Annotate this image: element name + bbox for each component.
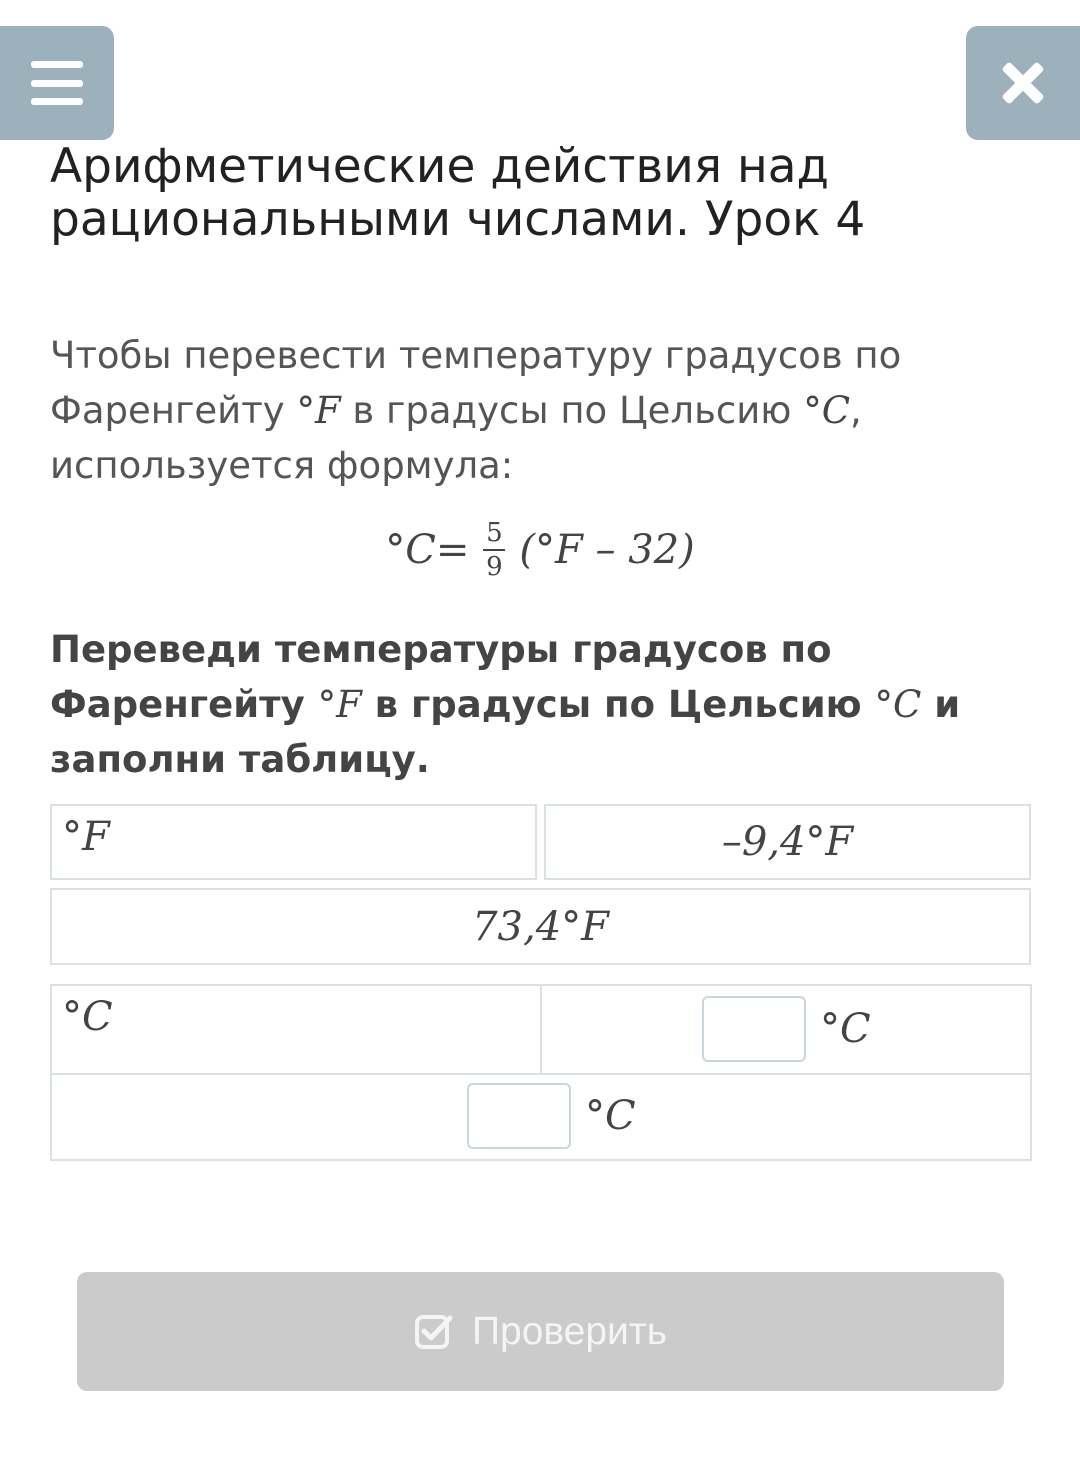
task-part1: Переведи температуры градусов по Фаренгейту	[50, 628, 832, 726]
check-button[interactable]	[77, 1272, 1004, 1391]
task-fahrenheit-symbol: °F	[317, 683, 362, 726]
fahrenheit-value-1: –9,4°F	[721, 819, 854, 865]
menu-button[interactable]	[0, 26, 114, 140]
fahrenheit-symbol: °F	[296, 389, 341, 432]
intro-text	[50, 328, 1030, 493]
celsius-table	[50, 984, 1032, 1161]
celsius-unit-1: °C	[820, 1006, 871, 1052]
fraction-denominator: 9	[486, 552, 503, 582]
fahrenheit-value-cell-1	[544, 804, 1031, 880]
fraction-numerator: 5	[486, 518, 503, 548]
celsius-answer-input-1[interactable]	[702, 996, 806, 1062]
task-text	[50, 622, 1030, 787]
fahrenheit-value-2: 73,4°F	[472, 903, 609, 950]
page-title: Арифметические действия над рациональными числами. Урок 4	[50, 139, 866, 247]
fahrenheit-label: °F	[62, 814, 110, 860]
celsius-answer-cell-2	[467, 1083, 636, 1149]
fahrenheit-value-cell-2	[50, 888, 1031, 965]
celsius-label-cell	[62, 994, 113, 1040]
formula-equals: =	[435, 527, 470, 573]
checkbox-check-icon	[414, 1312, 454, 1352]
celsius-unit-2: °C	[585, 1093, 636, 1139]
close-button[interactable]	[966, 26, 1080, 140]
intro-part2: в градусы по Цельсию	[340, 389, 804, 432]
celsius-symbol: °C	[803, 389, 850, 432]
celsius-label: °C	[62, 994, 113, 1040]
task-part2: в градусы по Цельсию	[361, 683, 875, 726]
conversion-formula	[0, 520, 1080, 580]
celsius-answer-input-2[interactable]	[467, 1083, 571, 1149]
fahrenheit-label-cell	[50, 804, 537, 880]
formula-lhs: °C	[385, 527, 436, 573]
intro-part1: Чтобы перевести температуру градусов по Фаренгейту	[50, 334, 902, 432]
close-icon	[1001, 61, 1045, 105]
formula-rhs: (°F – 32)	[519, 527, 695, 573]
intro-part3: , используется формула:	[50, 389, 862, 487]
hamburger-menu-icon	[31, 61, 83, 105]
task-celsius-symbol: °C	[874, 683, 922, 726]
task-part3: и заполни таблицу.	[50, 683, 961, 781]
celsius-answer-cell-1	[702, 996, 871, 1062]
formula-fraction	[483, 520, 505, 580]
check-button-label: Проверить	[471, 1309, 668, 1353]
